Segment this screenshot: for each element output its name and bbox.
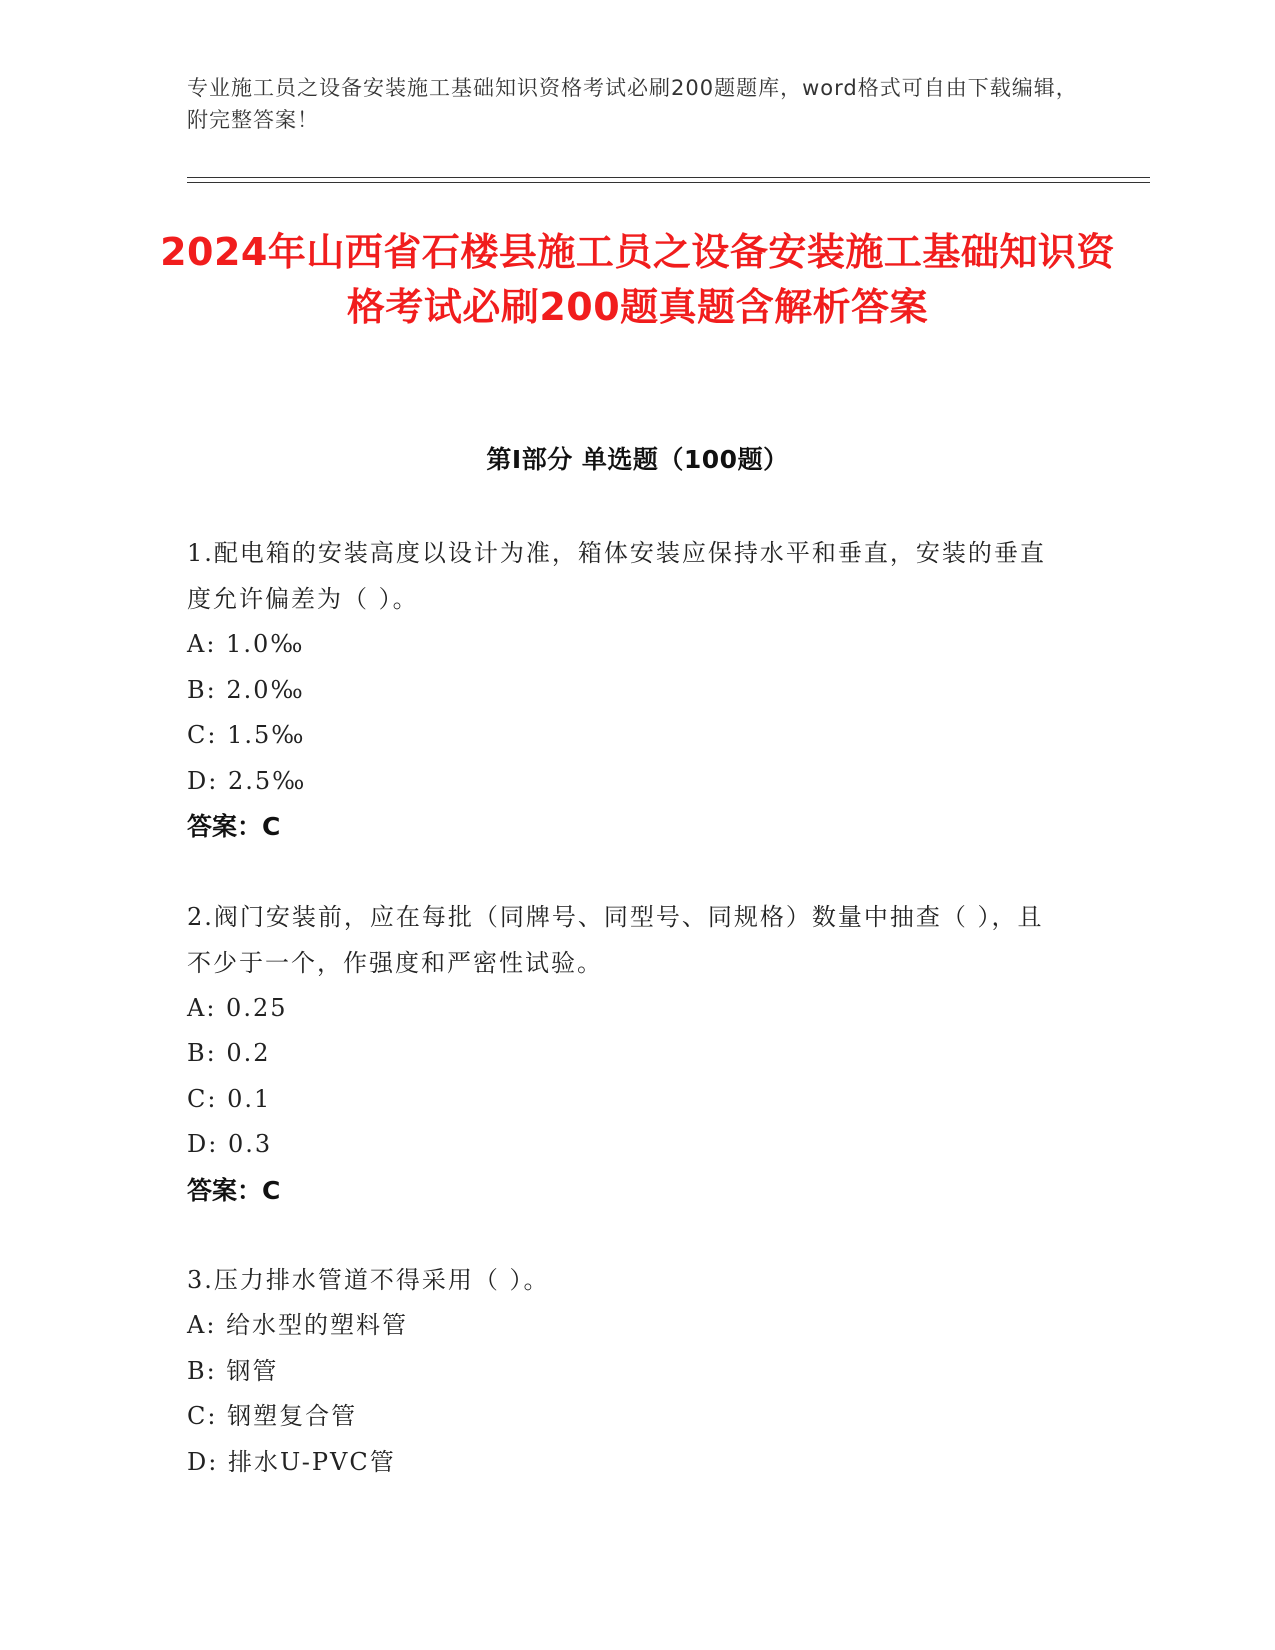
option-d: D: 排水U-PVC管 [187,1447,396,1476]
option-b: B: 2.0‰ [187,675,305,704]
question-stem: 1.配电箱的安装高度以设计为准，箱体安装应保持水平和垂直，安装的垂直度允许偏差为（ ）。 [187,539,1046,613]
option-d: D: 2.5‰ [187,766,307,795]
section-title: 第I部分 单选题（100题） [486,445,789,474]
option-b: B: 0.2 [187,1039,271,1067]
answer: 答案：C [187,812,281,841]
document-title: 2024年山西省石楼县施工员之设备安装施工基础知识资格考试必刷200题真题含解析答案 [160,230,1115,329]
option-c: C: 1.5‰ [187,721,306,749]
option-d: D: 0.3 [187,1130,273,1158]
option-a: A: 0.25 [187,993,288,1022]
question-list [187,530,1067,1529]
option-a: A: 1.0‰ [187,630,305,658]
option-c: C: 钢塑复合管 [187,1402,358,1430]
header-divider-bottom [187,182,1150,183]
option-a: A: 给水型的塑料管 [187,1311,409,1339]
header-note: 专业施工员之设备安装施工基础知识资格考试必刷200题题库，word格式可自由下载编辑，附完整答案！ [187,76,1078,132]
answer: 答案：C [187,1175,281,1205]
question-3 [187,1257,1067,1485]
option-c: C: 0.1 [187,1084,272,1113]
question-1 [187,530,1067,850]
question-stem: 2.阀门安装前，应在每批（同牌号、同型号、同规格）数量中抽查（ ），且不少于一个，作强度和严密性试验。 [187,902,1044,977]
header-divider-top [187,177,1150,178]
question-2 [187,894,1067,1214]
question-stem: 3.压力排水管道不得采用（ ）。 [187,1266,550,1294]
option-b: B: 钢管 [187,1356,279,1385]
